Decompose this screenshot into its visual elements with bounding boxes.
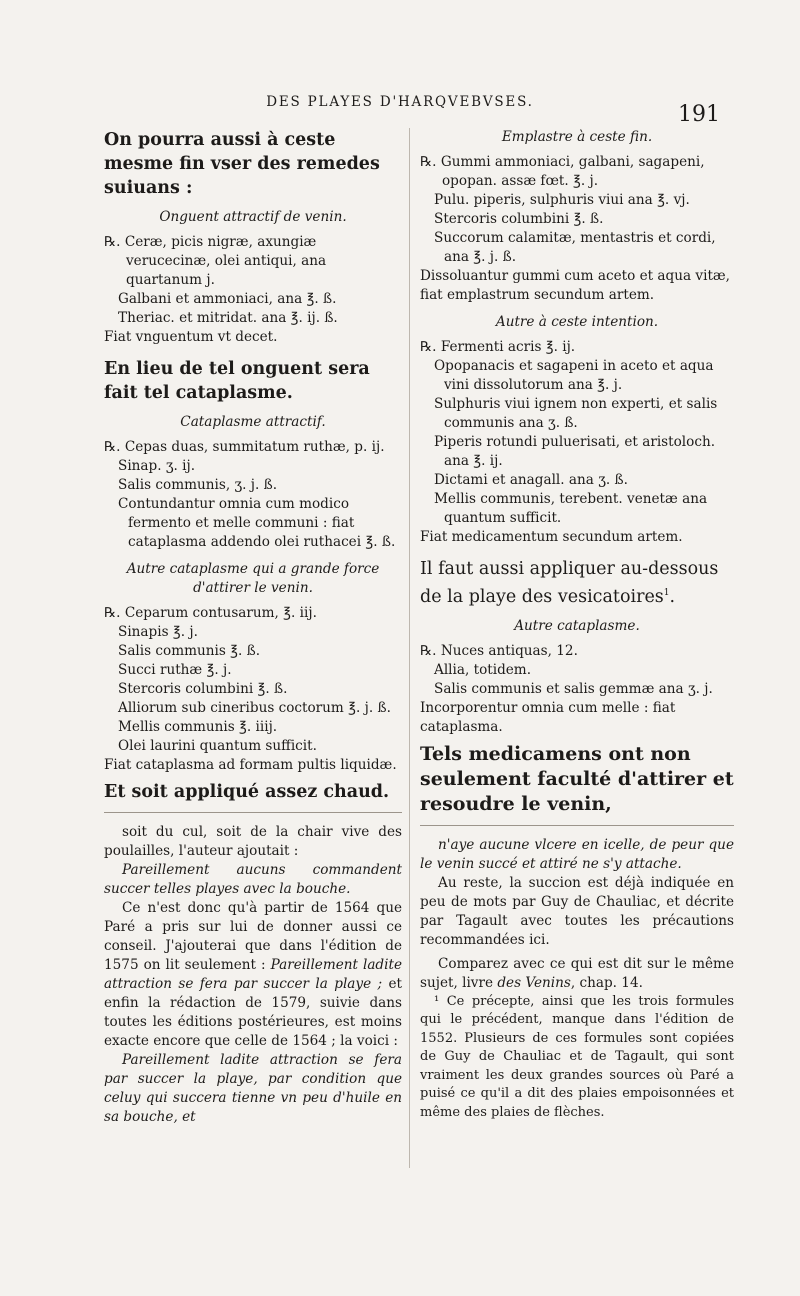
recipe-title: Emplastre à ceste fin.	[501, 129, 653, 145]
commentary-paragraph: soit du cul, soit de la chair vive des poulailles, l'auteur ajoutait :	[104, 812, 402, 861]
left-column	[104, 128, 402, 1127]
recipe-line: Galbani et ammoniaci, ana ℥. ß.	[118, 291, 337, 307]
recipe-line: ℞. Ceparum contusarum, ℥. iij.	[104, 605, 317, 621]
recipe-line: Sinapis ℥. j.	[118, 624, 198, 640]
commentary-text: Comparez avec ce qui est dit sur le même sujet, livre	[420, 955, 734, 991]
column-divider	[409, 128, 410, 1168]
recipe-line: Salis communis et salis gemmæ ana ʒ. j.	[434, 680, 713, 697]
recipe-line: Sinap. ʒ. ij.	[118, 458, 196, 474]
recipe-line: Stercoris columbini ℥. ß.	[118, 681, 288, 697]
recipe-line: Mellis communis, terebent. venetæ ana quantum sufficit.	[434, 491, 708, 526]
recipe-line: Sulphuris viui ignem non experti, et salis communis ana ʒ. ß.	[434, 396, 718, 431]
recipe-line: Opopanacis et sagapeni in aceto et aqua vini dissolutorum ana ℥. j.	[434, 358, 714, 393]
recipe-line: ℞. Fermenti acris ℥. ij.	[420, 339, 576, 355]
recipe-title: Autre cataplasme qui a grande force d'attirer le venin.	[126, 561, 380, 596]
recipe-line: Succi ruthæ ℥. j.	[118, 662, 232, 678]
recipe-line: Fiat medicamentum secundum artem.	[420, 529, 683, 545]
recipe-title: Onguent attractif de venin.	[159, 209, 347, 225]
recipe-line: Olei laurini quantum sufficit.	[118, 738, 317, 754]
commentary-text: , chap. 14.	[570, 974, 643, 991]
quoted-text: n'aye aucune vlcere en icelle, de peur que le venin succé et attiré ne s'y attache.	[420, 825, 734, 874]
commentary-text: et enfin la rédaction de 1579, suivie dans toutes les éditions postérieures, est moins exacte encore que celle de 1564 ; la voici :	[104, 976, 402, 1049]
footnote: ¹ Ce précepte, ainsi que les trois formules qui le précédent, manque dans l'édition de 1552. Plusieurs de ces formules sont copiées de Guy de Chauliac et de Tagault, qui sont vraiment les deux grandes sources où Paré a puisé ce qu'il a dit des plaies empoisonnées et même des plaies de flèches.	[420, 993, 734, 1120]
recipe-line: Contundantur omnia cum modico fermento et melle communi : fiat cataplasma addendo olei ruthacei ℥. ß.	[118, 496, 396, 550]
book-reference: des Venins	[497, 974, 571, 991]
recipe-line: Allia, totidem.	[434, 661, 532, 678]
heading-text: Il faut aussi appliquer au-dessous de la playe des vesicatoires	[420, 559, 719, 607]
recipe-line: Dictami et anagall. ana ʒ. ß.	[434, 472, 628, 488]
recipe-line: Salis communis, ʒ. j. ß.	[118, 477, 278, 493]
recipe-line: Piperis rotundi puluerisati, et aristoloch. ana ℥. ij.	[434, 434, 716, 469]
commentary-paragraph	[420, 955, 734, 993]
recipe-line: Fiat vnguentum vt decet.	[104, 329, 278, 345]
section-heading: Tels medicamens ont non seulement faculté d'attirer et resoudre le venin,	[420, 742, 734, 815]
recipe-line: Pulu. piperis, sulphuris viui ana ℥. vj.	[434, 192, 690, 208]
recipe-line: Dissoluantur gummi cum aceto et aqua vitæ, fiat emplastrum secundum artem.	[420, 268, 731, 303]
recipe-line: Mellis communis ℥. iiij.	[118, 719, 278, 735]
recipe-line: Fiat cataplasma ad formam pultis liquidæ.	[104, 757, 397, 773]
running-title: DES PLAYES D'HARQVEBVSES.	[266, 94, 534, 110]
quoted-text: Pareillement aucuns commandent succer telles playes avec la bouche.	[104, 862, 402, 897]
recipe-line: Stercoris columbini ℥. ß.	[434, 211, 604, 227]
recipe-line: Incorporentur omnia cum melle : fiat cataplasma.	[420, 699, 676, 735]
commentary-paragraph: Au reste, la succion est déjà indiquée en peu de mots par Guy de Chauliac, et décrite par Tagault avec toutes les précautions recommandées ici.	[420, 874, 734, 948]
recipe-title: Cataplasme attractif.	[180, 414, 326, 430]
section-heading: Il faut aussi appliquer au-dessous de la playe des vesicatoires$^1$.	[420, 559, 719, 607]
commentary-paragraph	[104, 899, 402, 1051]
recipe-line: ℞. Ceræ, picis nigræ, axungiæ verucecinæ, olei antiqui, ana quartanum j.	[104, 234, 327, 288]
recipe-line: ℞. Cepas duas, summitatum ruthæ, p. ij.	[104, 439, 385, 455]
recipe-title: Autre à ceste intention.	[495, 314, 659, 330]
page-number: 191	[678, 102, 720, 127]
quoted-text: Pareillement ladite attraction se fera par succer la playe, par condition que celuy qui succera tienne vn peu d'huile en sa bouche, et	[104, 1052, 402, 1125]
commentary-text: Ce n'est donc qu'à partir de 1564 que Paré a pris sur lui de donner aussi ce conseil. J'ajouterai que dans l'édition de 1575 on lit seulement :	[104, 900, 402, 973]
recipe-line: ℞. Nuces antiquas, 12.	[420, 642, 578, 659]
right-column	[420, 128, 734, 1122]
recipe-line: ℞. Gummi ammoniaci, galbani, sagapeni, opopan. assæ fœt. ℥. j.	[420, 154, 705, 189]
footnote-marker: 1	[663, 588, 670, 598]
quoted-text: Pareillement ladite attraction se fera par succer la playe ;	[104, 957, 402, 992]
recipe-line: Theriac. et mitridat. ana ℥. ij. ß.	[118, 310, 338, 326]
intro-heading: On pourra aussi à ceste mesme fin vser des remedes suiuans :	[104, 130, 380, 198]
recipe-title: Autre cataplasme.	[514, 617, 640, 634]
recipe-line: Alliorum sub cineribus coctorum ℥. j. ß.	[118, 700, 391, 716]
section-heading: En lieu de tel onguent sera fait tel cataplasme.	[104, 359, 370, 403]
recipe-line: Salis communis ℥. ß.	[118, 643, 261, 659]
recipe-line: Succorum calamitæ, mentastris et cordi, ana ℥. j. ß.	[434, 230, 716, 265]
section-heading: Et soit appliqué assez chaud.	[104, 782, 390, 802]
